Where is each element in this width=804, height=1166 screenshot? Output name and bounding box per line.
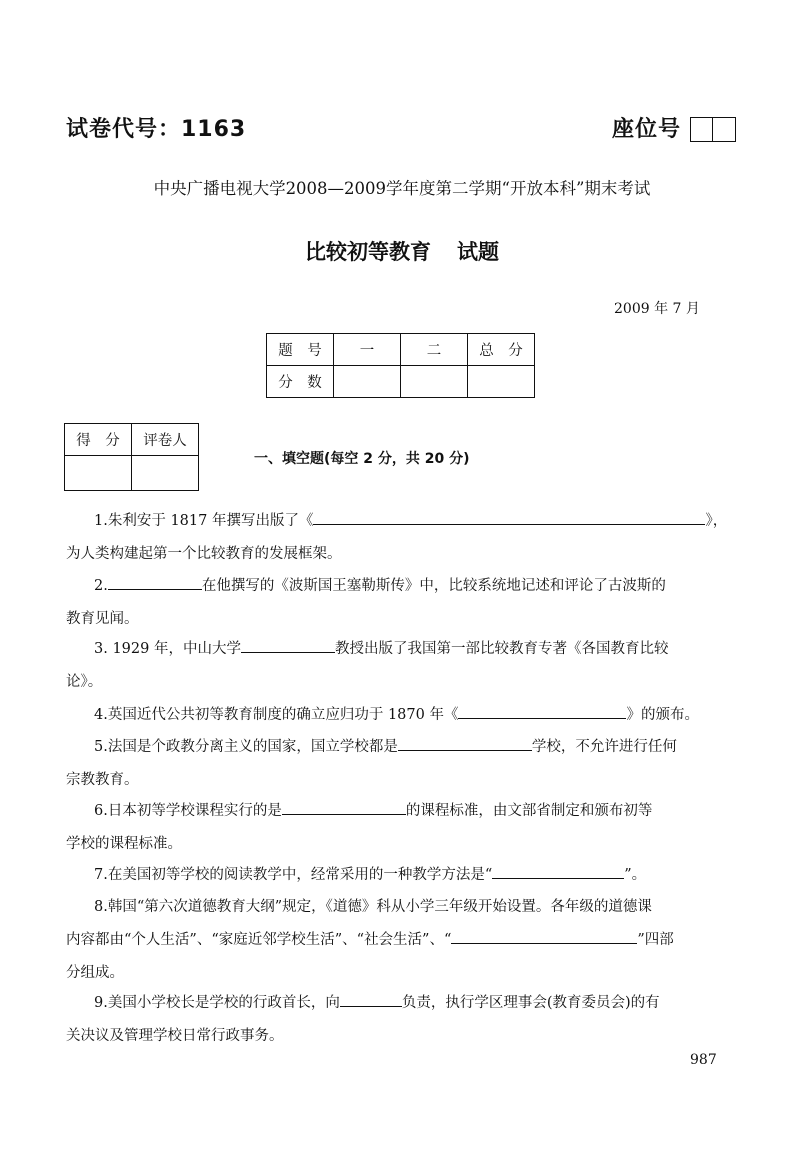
score-cell-2[interactable] bbox=[401, 366, 468, 398]
answer-blank-6[interactable] bbox=[282, 800, 406, 815]
question-5-text-c: 宗教教育。 bbox=[66, 772, 139, 788]
question-6 bbox=[66, 795, 738, 861]
page-number: 987 bbox=[690, 1052, 717, 1068]
question-9-text-a: 9.美国小学校长是学校的行政首长，向 bbox=[94, 995, 340, 1011]
question-2-text-a: 2. bbox=[94, 578, 108, 594]
subject-name: 比较初等教育 bbox=[305, 240, 431, 264]
question-6-text-b: 的课程标准，由文部省制定和颁布初等 bbox=[405, 803, 653, 819]
question-9 bbox=[66, 987, 738, 1053]
answer-blank-2[interactable] bbox=[108, 575, 202, 590]
grader-name-cell[interactable] bbox=[132, 456, 199, 491]
question-5 bbox=[66, 731, 738, 797]
answer-blank-3[interactable] bbox=[241, 638, 335, 653]
score-cell-total[interactable] bbox=[468, 366, 535, 398]
score-table-row-label: 分 数 bbox=[267, 366, 334, 398]
question-8-text-a: 8.韩国“第六次道德教育大纲”规定，《道德》科从小学三年级开始设置。各年级的道德课 bbox=[94, 899, 652, 915]
seat-number-box bbox=[690, 117, 736, 142]
grader-score-cell[interactable] bbox=[65, 456, 132, 491]
grader-table bbox=[64, 423, 199, 491]
answer-blank-8[interactable] bbox=[451, 929, 637, 944]
question-6-text-c: 学校的课程标准。 bbox=[66, 836, 182, 852]
question-7-text-a: 7.在美国初等学校的阅读教学中，经常采用的一种教学方法是“ bbox=[94, 867, 493, 883]
question-3-text-c: 论》。 bbox=[66, 674, 103, 690]
question-8-text-d: 分组成。 bbox=[66, 965, 124, 981]
question-6-text-a: 6.日本初等学校课程实行的是 bbox=[94, 803, 282, 819]
grader-table-score-header: 得 分 bbox=[65, 424, 132, 456]
score-table-header-question: 题 号 bbox=[267, 334, 334, 366]
question-8-text-b: 内容都由“个人生活”、“家庭近邻学校生活”、“社会生活”、“ bbox=[66, 932, 452, 948]
question-9-text-b: 负责，执行学区理事会(教育委员会)的有 bbox=[401, 995, 660, 1011]
score-table-header-2: 二 bbox=[401, 334, 468, 366]
question-4 bbox=[66, 699, 738, 732]
question-8-text-c: ”四部 bbox=[637, 932, 674, 948]
question-9-text-c: 关决议及管理学校日常行政事务。 bbox=[66, 1028, 284, 1044]
answer-blank-1[interactable] bbox=[313, 510, 705, 525]
question-1-text-a: 1.朱利安于 1817 年撰写出版了《 bbox=[94, 513, 314, 529]
question-3-text-b: 教授出版了我国第一部比较教育专著《各国教育比较 bbox=[334, 641, 669, 657]
answer-blank-9[interactable] bbox=[340, 992, 402, 1007]
question-7 bbox=[66, 859, 738, 892]
question-2 bbox=[66, 570, 738, 636]
grader-table-grader-header: 评卷人 bbox=[132, 424, 199, 456]
score-table bbox=[266, 333, 535, 398]
question-5-text-a: 5.法国是个政教分离主义的国家，国立学校都是 bbox=[94, 739, 398, 755]
question-4-text-b: 》的颁布。 bbox=[626, 707, 699, 723]
question-4-text-a: 4.英国近代公共初等教育制度的确立应归功于 1870 年《 bbox=[94, 707, 459, 723]
seat-box-divider bbox=[712, 118, 713, 141]
question-1-text-c: 为人类构建起第一个比较教育的发展框架。 bbox=[66, 546, 342, 562]
seat-number-label: 座位号 bbox=[612, 117, 682, 142]
question-2-text-c: 教育见闻。 bbox=[66, 611, 139, 627]
question-2-text-b: 在他撰写的《波斯国王塞勒斯传》中，比较系统地记述和评论了古波斯的 bbox=[201, 578, 666, 594]
answer-blank-7[interactable] bbox=[492, 864, 624, 879]
exam-title: 中央广播电视大学2008—2009学年度第二学期“开放本科”期末考试 bbox=[153, 179, 651, 198]
section-title: 一、填空题(每空 2 分，共 20 分) bbox=[254, 451, 470, 467]
question-3 bbox=[66, 633, 738, 699]
question-1 bbox=[66, 505, 738, 571]
paper-code: 试卷代号：1163 bbox=[66, 117, 247, 142]
answer-blank-4[interactable] bbox=[458, 704, 626, 719]
question-7-text-b: ”。 bbox=[624, 867, 647, 883]
exam-date: 2009 年 7 月 bbox=[614, 301, 700, 317]
question-5-text-b: 学校，不允许进行任何 bbox=[531, 739, 677, 755]
question-3-text-a: 3. 1929 年，中山大学 bbox=[94, 641, 241, 657]
subject-suffix: 试题 bbox=[457, 240, 499, 264]
question-1-text-b: 》， bbox=[705, 513, 728, 529]
score-table-header-total: 总 分 bbox=[468, 334, 535, 366]
subject-title bbox=[0, 236, 804, 266]
score-cell-1[interactable] bbox=[334, 366, 401, 398]
question-8 bbox=[66, 891, 738, 990]
answer-blank-5[interactable] bbox=[398, 736, 532, 751]
score-table-header-1: 一 bbox=[334, 334, 401, 366]
